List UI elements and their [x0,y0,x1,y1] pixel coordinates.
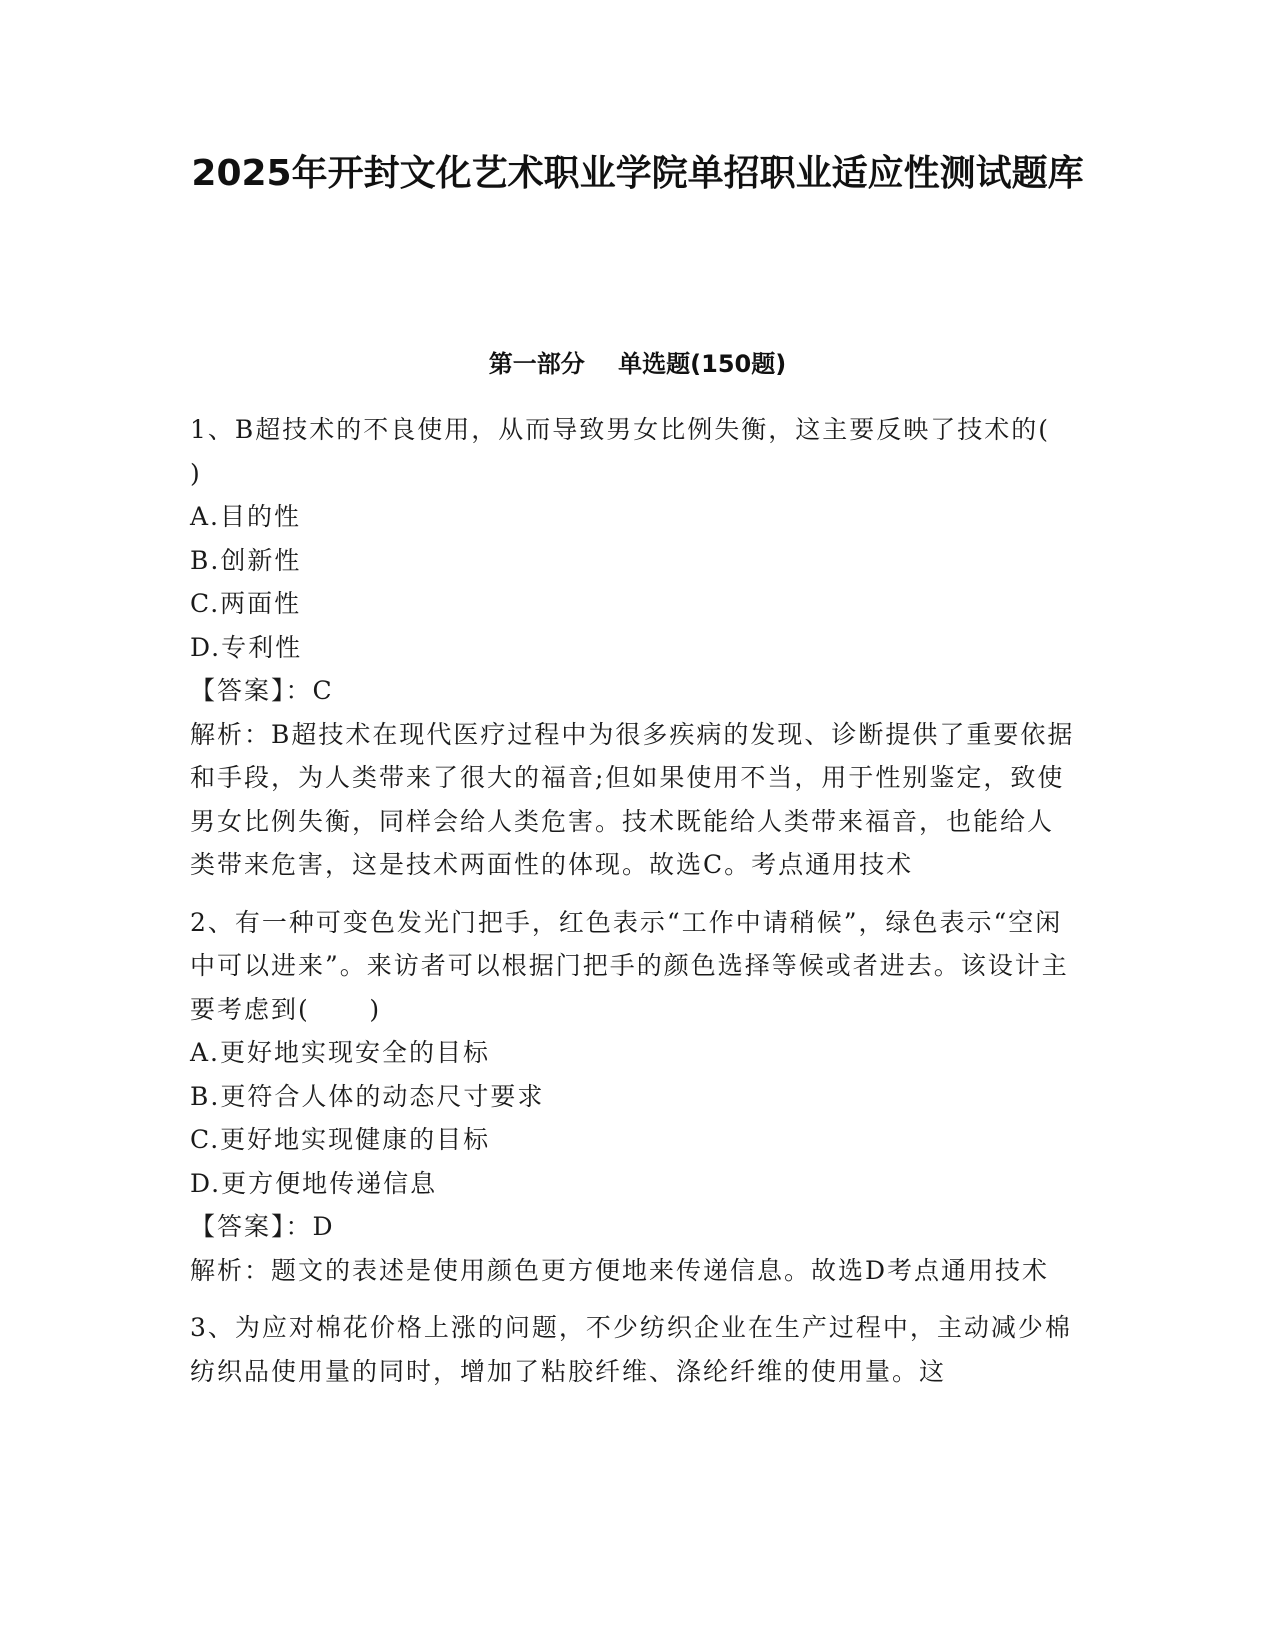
document-title: 2025年开封文化艺术职业学院单招职业适应性测试题库 [191,153,1084,194]
question-stem: 3、为应对棉花价格上涨的问题，不少纺织企业在生产过程中，主动减少棉纺织品使用量的同时，增加了粘胶纤维、涤纶纤维的使用量。这 [190,1313,1072,1386]
question-stem: 2、有一种可变色发光门把手，红色表示“工作中请稍候”，绿色表示“空闲中可以进来”。来访者可以根据门把手的颜色选择等候或者进去。该设计主要考虑到( ) [190,907,1069,1024]
question-list [190,408,1110,1407]
question-item [190,901,1080,1293]
option-a: A.更好地实现安全的目标 [190,1038,491,1067]
question-stem: 1、B超技术的不良使用，从而导致男女比例失衡，这主要反映了技术的( ) [190,415,1110,488]
option-a: A.目的性 [190,502,302,531]
analysis-text: 解析：B超技术在现代医疗过程中为很多疾病的发现、诊断提供了重要依据和手段，为人类带来了很大的福音;但如果使用不当，用于性别鉴定，致使男女比例失衡，同样会给人类危害。技术既能给人类带来福音，也能给人类带来危害，这是技术两面性的体现。故选C。考点通用技术 [190,719,1075,879]
option-d: D.更方便地传递信息 [190,1168,438,1198]
option-b: B.更符合人体的动态尺寸要求 [190,1081,545,1111]
option-d: D.专利性 [190,632,303,662]
analysis-text: 解析：题文的表述是使用颜色更方便地来传递信息。故选D考点通用技术 [190,1255,1050,1285]
option-b: B.创新性 [190,545,302,575]
section-heading: 第一部分 单选题(150题) [488,350,787,378]
option-c: C.两面性 [190,589,302,618]
answer-line: 【答案】：D [190,1212,335,1241]
option-c: C.更好地实现健康的目标 [190,1125,491,1154]
question-item [190,1306,1080,1393]
question-item [190,408,1110,887]
answer-line: 【答案】：C [190,676,334,705]
